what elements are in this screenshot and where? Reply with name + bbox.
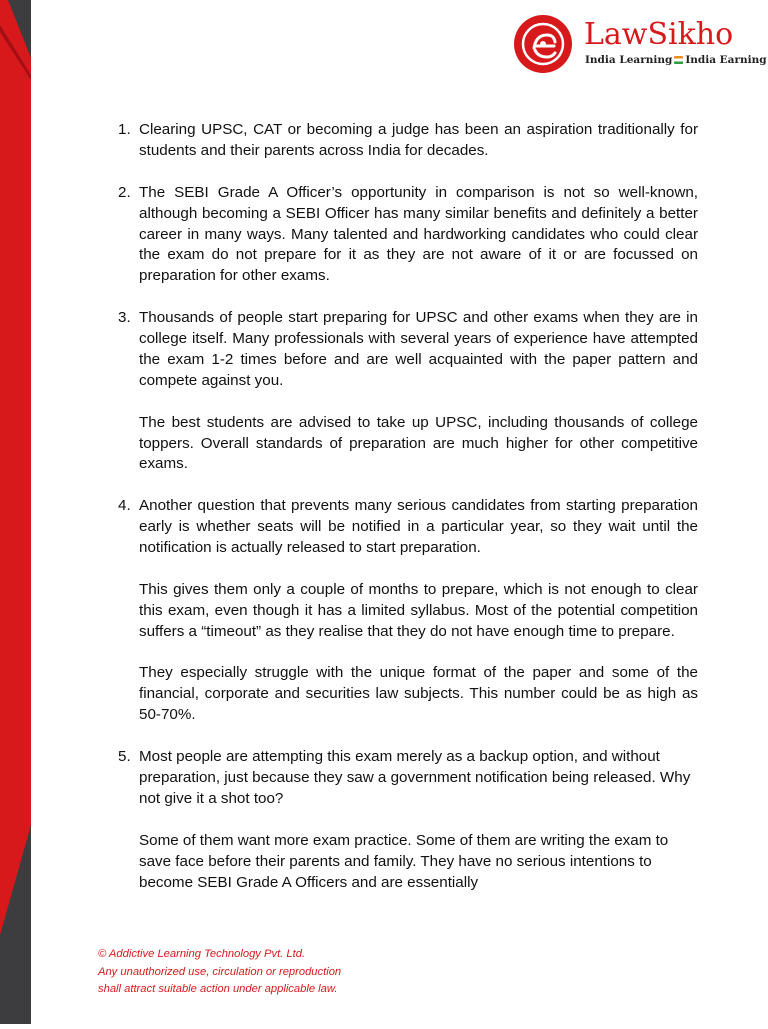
paragraph: Most people are attempting this exam merely as a backup option, and without preparation, just because they saw a government notification being released. Why not give it a shot too? <box>139 748 691 807</box>
paragraph: The SEBI Grade A Officer’s opportunity in comparison is not so well-known, although becoming a SEBI Officer has many similar benefits and definitely a better career in many ways. Many talented and hardworking candidates who could clear the exam do not prepare for it as they are not aware of it or are focussed on preparation for other exams. <box>139 183 698 285</box>
paragraph: This gives them only a couple of months to prepare, which is not enough to clear this exam, even though it has a limited syllabus. Most of the potential competition suffers a “timeout” as they realise that they do not have enough time to prepare. <box>139 580 698 640</box>
paragraph: Clearing UPSC, CAT or becoming a judge has been an aspiration traditionally for students and their parents across India for decades. <box>139 121 698 159</box>
paragraph: The best students are advised to take up UPSC, including thousands of college toppers. Overall standards of preparation are much higher for other competitive exams. <box>139 413 698 473</box>
footer-warning-line: shall attract suitable action under applicable law. <box>98 983 338 995</box>
footer-copyright-line: © Addictive Learning Technology Pvt. Ltd. <box>98 948 306 960</box>
flag-icon <box>674 56 683 64</box>
list-item <box>118 183 698 288</box>
list-number: 1. <box>118 121 131 138</box>
numbered-list <box>118 120 698 893</box>
left-decorative-band <box>0 0 31 1024</box>
list-item <box>118 308 698 475</box>
list-item <box>118 747 698 893</box>
decorative-band-graphic <box>0 0 31 1024</box>
list-number: 5. <box>118 748 131 766</box>
copyright-footer <box>98 946 341 999</box>
tagline-earning: India Earning <box>685 54 767 66</box>
paragraph: They especially struggle with the unique format of the paper and some of the financial, corporate and securities law subjects. This number could be as high as 50-70%. <box>139 664 698 724</box>
tagline-learning: India Learning <box>585 54 673 66</box>
paragraph: Another question that prevents many serious candidates from starting preparation early is whether seats will be notified in a particular year, so they wait until the notification is actually released to start preparation. <box>139 497 698 557</box>
paragraph: Some of them want more exam practice. Some of them are writing the exam to save face before their parents and family. They have no serious intentions to become SEBI Grade A Officers and are essentially <box>139 831 669 891</box>
list-number: 2. <box>118 183 131 201</box>
list-number: 4. <box>118 497 131 515</box>
list-item <box>118 120 698 162</box>
logo-wordmark: LawSikho <box>584 17 734 52</box>
footer-warning-line: Any unauthorized use, circulation or reproduction <box>98 965 342 978</box>
list-item <box>118 496 698 726</box>
list-number: 3. <box>118 309 131 327</box>
paragraph: Thousands of people start preparing for UPSC and other exams when they are in college itself. Many professionals with several years of experience have attempted the exam 1-2 times before and are well acquainted with the paper pattern and compete against you. <box>139 309 698 389</box>
lawsikho-emblem-icon <box>514 15 572 73</box>
lawsikho-logo <box>514 15 767 75</box>
logo-tagline <box>585 53 767 67</box>
